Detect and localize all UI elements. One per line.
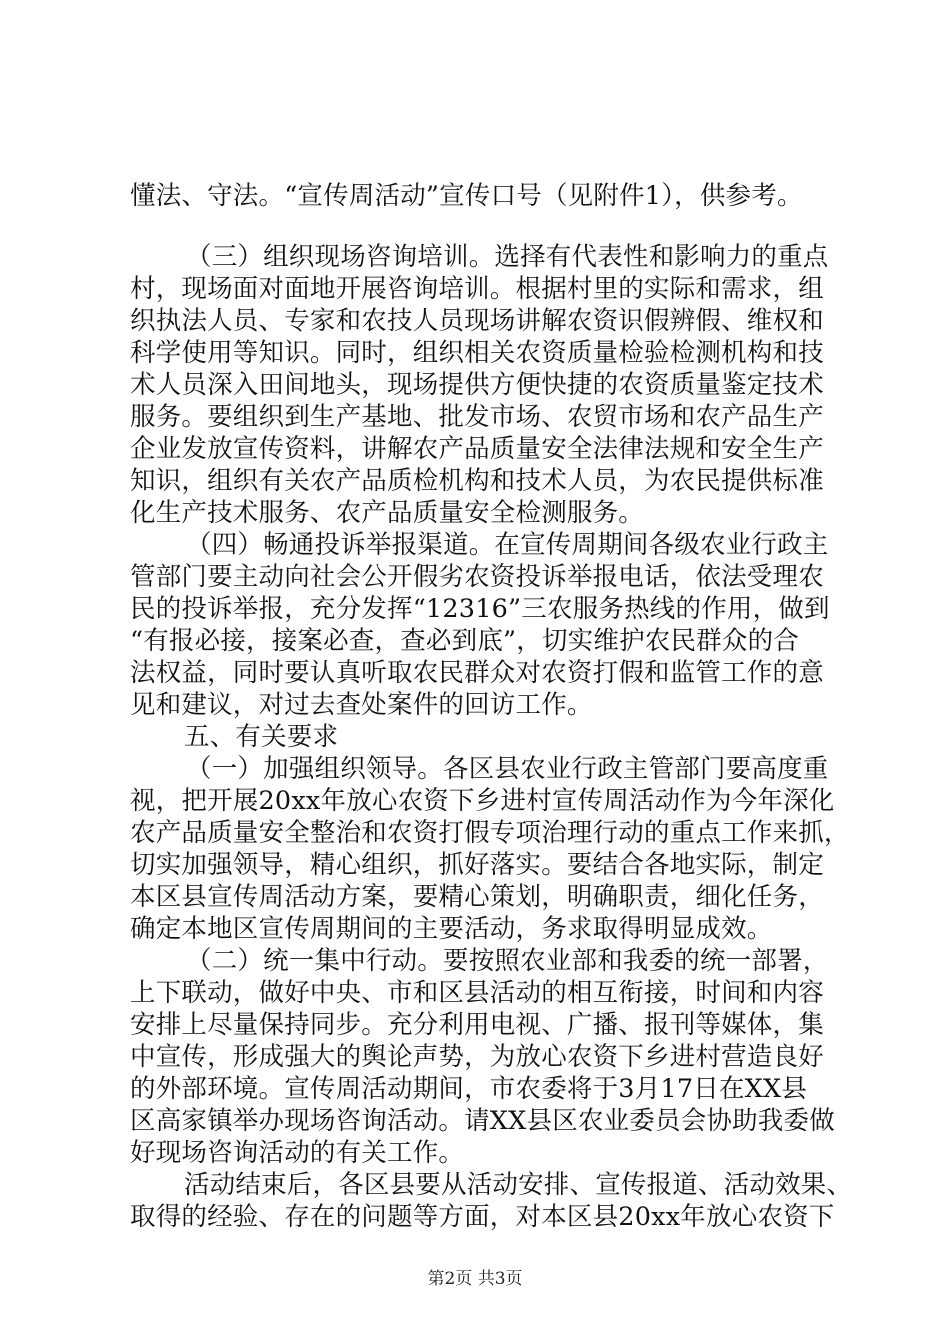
body-line: 安排上尽量保持同步。充分利用电视、广播、报刊等媒体，集 (130, 1010, 824, 1040)
body-line: 懂法、守法。“宣传周活动”宣传口号（见附件1），供参考。 (130, 181, 803, 211)
body-line: 好现场咨询活动的有关工作。 (130, 1138, 465, 1168)
body-line: 法权益，同时要认真听取农民群众对农资打假和监管工作的意 (130, 658, 824, 688)
body-line: 取得的经验、存在的问题等方面，对本区县20xx年放心农资下 (130, 1202, 835, 1232)
body-line: 确定本地区宣传周期间的主要活动，务求取得明显成效。 (130, 914, 773, 944)
body-line: 切实加强领导，精心组织，抓好落实。要结合各地实际，制定 (130, 850, 824, 880)
body-line: （四）畅通投诉举报渠道。在宣传周期间各级农业行政主 (186, 530, 829, 560)
body-line: 上下联动，做好中央、市和区县活动的相互衔接，时间和内容 (130, 978, 824, 1008)
body-line: 活动结束后，各区县要从活动安排、宣传报道、活动效果、 (184, 1170, 853, 1200)
body-line: 知识，组织有关农产品质检机构和技术人员，为农民提供标准 (130, 466, 824, 496)
body-line: 化生产技术服务、农产品质量安全检测服务。 (130, 498, 645, 528)
body-line: 见和建议，对过去查处案件的回访工作。 (130, 690, 593, 720)
body-line: 的外部环境。宣传周活动期间，市农委将于3月17日在XX县 (130, 1074, 808, 1104)
body-line: 农产品质量安全整治和农资打假专项治理行动的重点工作来抓， (130, 818, 850, 848)
body-line: 科学使用等知识。同时，组织相关农资质量检验检测机构和技 (130, 338, 824, 368)
body-line: 本区县宣传周活动方案，要精心策划，明确职责，细化任务， (130, 882, 824, 912)
body-line: （一）加强组织领导。各区县农业行政主管部门要高度重 (186, 754, 829, 784)
body-line: 织执法人员、专家和农技人员现场讲解农资识假辨假、维权和 (130, 306, 824, 336)
body-line: 中宣传，形成强大的舆论声势，为放心农资下乡进村营造良好 (130, 1042, 824, 1072)
section-heading: 五、有关要求 (184, 722, 339, 752)
body-line: 服务。要组织到生产基地、批发市场、农贸市场和农产品生产 (130, 402, 824, 432)
body-line: 企业发放宣传资料，讲解农产品质量安全法律法规和安全生产 (130, 434, 824, 464)
body-line: （二）统一集中行动。要按照农业部和我委的统一部署， (186, 946, 829, 976)
body-line: 视，把开展20xx年放心农资下乡进村宣传周活动作为今年深化 (130, 786, 835, 816)
body-line: 区高家镇举办现场咨询活动。请XX县区农业委员会协助我委做 (130, 1106, 835, 1136)
body-line: 术人员深入田间地头，现场提供方便快捷的农资质量鉴定技术 (130, 370, 824, 400)
page-number: 第2页 共3页 (427, 1269, 523, 1289)
body-line: “有报必接，接案必查，查必到底”，切实维护农民群众的合 (130, 626, 799, 656)
body-line: 民的投诉举报，充分发挥“12316”三农服务热线的作用，做到 (130, 594, 830, 624)
body-line: 管部门要主动向社会公开假劣农资投诉举报电话，依法受理农 (130, 562, 824, 592)
body-line: （三）组织现场咨询培训。选择有代表性和影响力的重点 (186, 242, 829, 272)
body-line: 村，现场面对面地开展咨询培训。根据村里的实际和需求，组 (130, 274, 824, 304)
